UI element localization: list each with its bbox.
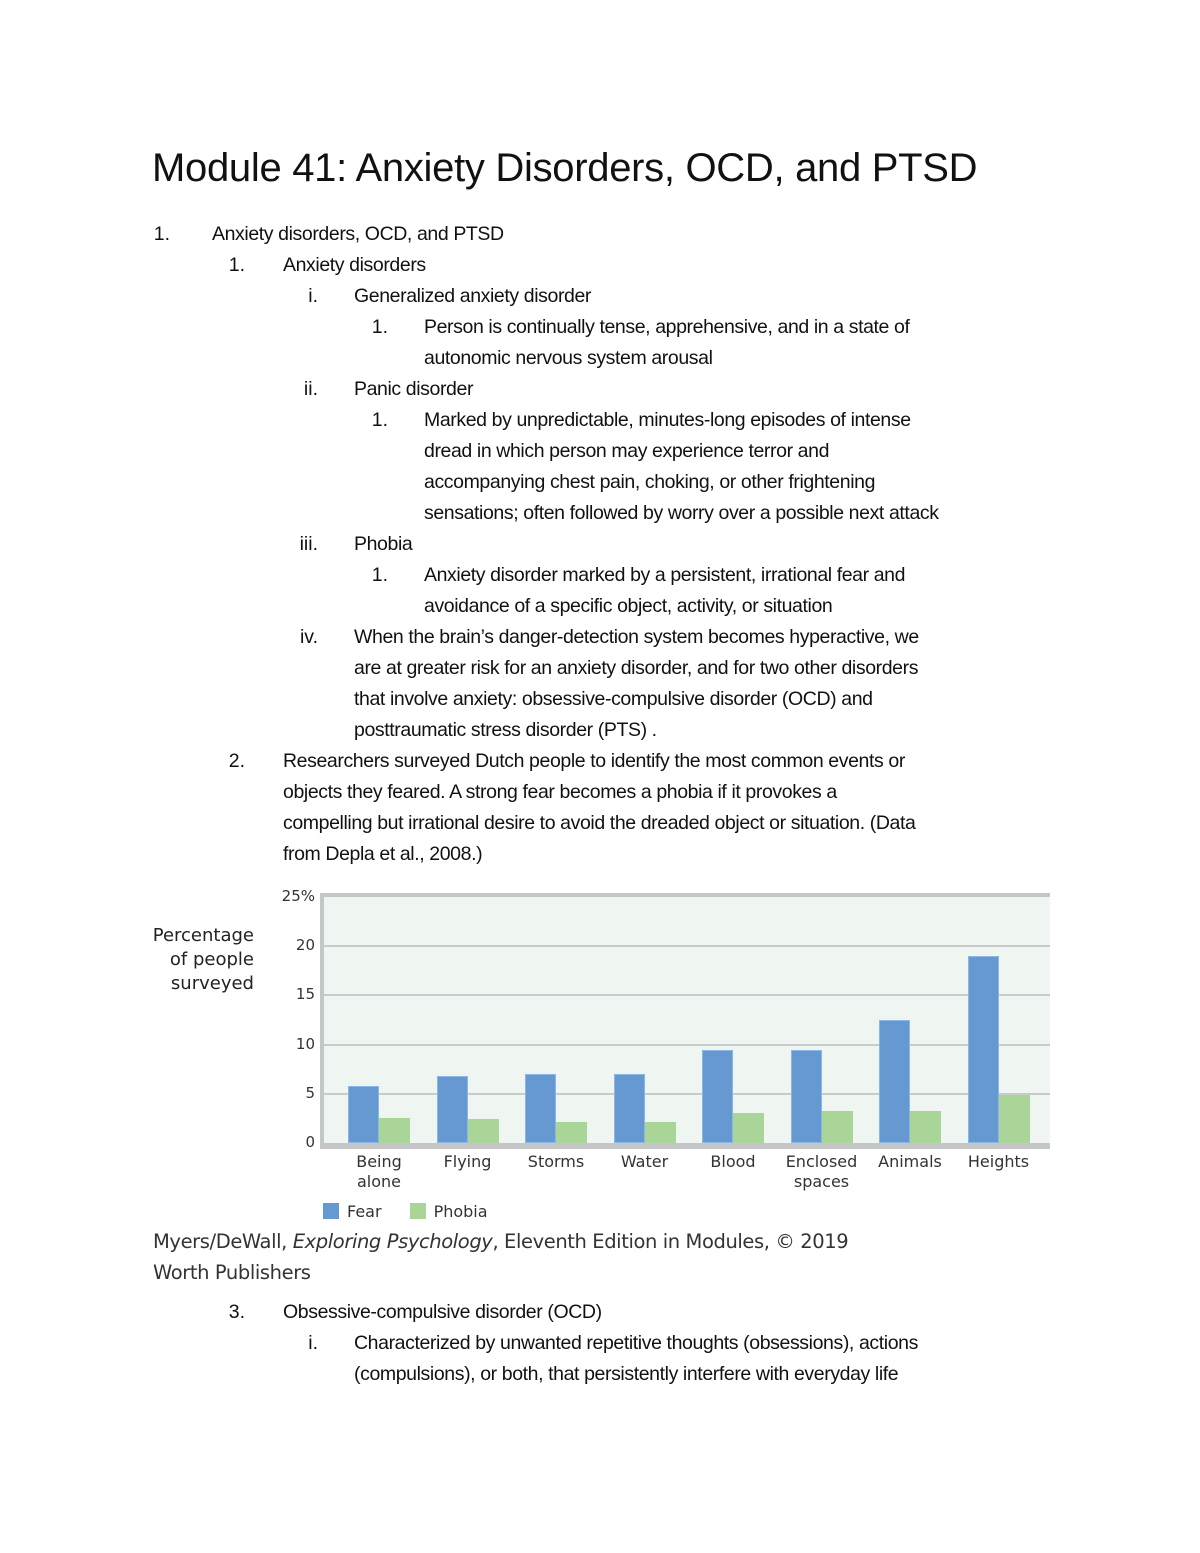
list-marker: 1. — [371, 316, 388, 338]
bar-phobia — [733, 1113, 764, 1144]
list-marker: 1. — [228, 254, 245, 276]
legend-label: Phobia — [433, 1202, 488, 1221]
list-marker: 1. — [371, 564, 388, 586]
x-tick-label — [600, 1152, 690, 1172]
legend-item-phobia — [410, 1202, 488, 1221]
x-tick-label-line: spaces — [793, 1172, 850, 1191]
bar-fear — [348, 1086, 379, 1143]
list-item-text: accompanying chest pain, choking, or other frightening — [424, 471, 876, 493]
x-tick-label-line: Enclosed — [785, 1152, 858, 1171]
list-item-text: sensations; often followed by worry over a possible next attack — [424, 502, 939, 524]
y-axis-label — [140, 924, 254, 996]
list-marker: iv. — [299, 626, 318, 648]
x-tick-label — [777, 1152, 867, 1192]
plot-area — [320, 893, 1050, 1149]
list-item-text: Phobia — [354, 533, 413, 555]
y-tick-label: 5 — [305, 1083, 315, 1102]
y-tick-label: 20 — [295, 936, 315, 955]
list-item-text: When the brain’s danger-detection system becomes hyperactive, we — [354, 626, 919, 648]
gridline — [324, 945, 1050, 947]
list-marker: 2. — [228, 750, 245, 772]
y-axis-label-line: Percentage — [152, 925, 254, 946]
list-marker: ii. — [303, 378, 318, 400]
list-item-text: autonomic nervous system arousal — [424, 347, 713, 369]
x-tick-label — [423, 1152, 513, 1172]
legend-item-fear — [323, 1202, 382, 1221]
x-tick-label — [688, 1152, 778, 1172]
bar-phobia — [822, 1111, 853, 1143]
bar-fear — [791, 1050, 822, 1143]
x-tick-label-line: Water — [620, 1152, 669, 1171]
x-tick-label — [511, 1152, 601, 1172]
bar-chart — [140, 880, 1070, 1220]
bar-phobia — [645, 1122, 676, 1143]
caption-authors: Myers/DeWall, — [153, 1230, 293, 1253]
list-item-text: are at greater risk for an anxiety disorder, and for two other disorders — [354, 657, 919, 679]
list-marker: 1. — [153, 223, 170, 245]
bar-fear — [437, 1076, 468, 1143]
caption-publisher: Worth Publishers — [153, 1261, 311, 1284]
caption-edition: , Eleventh Edition in Modules, © 2019 — [492, 1230, 849, 1253]
caption-book-title: Exploring Psychology — [292, 1230, 493, 1253]
list-item-text: Anxiety disorders — [283, 254, 426, 276]
y-axis-label-line: surveyed — [170, 973, 254, 994]
bar-phobia — [999, 1095, 1030, 1143]
list-item-text: Marked by unpredictable, minutes-long episodes of intense — [424, 409, 911, 431]
list-item-text: from Depla et al., 2008.) — [283, 843, 483, 865]
list-item-text: posttraumatic stress disorder (PTS) . — [354, 719, 657, 741]
list-item-text: Anxiety disorder marked by a persistent, irrational fear and — [424, 564, 906, 586]
x-tick-label — [334, 1152, 424, 1192]
list-marker: iii. — [299, 533, 318, 555]
bar-fear — [525, 1074, 556, 1143]
list-item-text: Obsessive-compulsive disorder (OCD) — [283, 1301, 602, 1323]
list-item-text: Generalized anxiety disorder — [354, 285, 592, 307]
bar-phobia — [468, 1119, 499, 1143]
list-item-text: avoidance of a specific object, activity, or situation — [424, 595, 833, 617]
y-tick-label: 0 — [305, 1133, 315, 1151]
x-tick-label-line: Being — [356, 1152, 402, 1171]
list-item-text: compelling but irrational desire to avoid the dreaded object or situation. (Data — [283, 812, 916, 834]
bar-fear — [879, 1020, 910, 1143]
bar-fear — [702, 1050, 733, 1143]
legend-swatch — [323, 1203, 339, 1219]
list-marker: 1. — [371, 409, 388, 431]
list-marker: i. — [308, 285, 318, 307]
figure-caption — [153, 1226, 848, 1288]
bar-phobia — [910, 1111, 941, 1143]
list-item-text: Person is continually tense, apprehensive, and in a state of — [424, 316, 910, 338]
bar-fear — [968, 956, 999, 1143]
x-tick-label-line: Blood — [710, 1152, 756, 1171]
list-marker: i. — [308, 1332, 318, 1354]
list-item-text: dread in which person may experience terror and — [424, 440, 830, 462]
x-tick-label-line: Heights — [967, 1152, 1030, 1171]
list-item-text: objects they feared. A strong fear becomes a phobia if it provokes a — [283, 781, 837, 803]
x-tick-label — [954, 1152, 1044, 1172]
gridline — [324, 994, 1050, 996]
chart-legend — [323, 1202, 516, 1221]
x-tick-label-line: Storms — [527, 1152, 585, 1171]
bar-fear — [614, 1074, 645, 1143]
y-tick-label: 15 — [295, 985, 315, 1004]
list-marker: 3. — [228, 1301, 245, 1323]
bar-phobia — [379, 1118, 410, 1143]
gridline — [324, 1044, 1050, 1046]
list-item-text: that involve anxiety: obsessive-compulsive disorder (OCD) and — [354, 688, 873, 710]
list-item-text: Characterized by unwanted repetitive thoughts (obsessions), actions — [354, 1332, 918, 1354]
page-title: Module 41: Anxiety Disorders, OCD, and PTSD — [152, 146, 978, 190]
y-axis-label-line: of people — [169, 949, 254, 970]
legend-label: Fear — [347, 1202, 382, 1221]
x-tick-label — [865, 1152, 955, 1172]
list-item-text: Panic disorder — [354, 378, 474, 400]
legend-swatch — [410, 1203, 426, 1219]
list-item-text: Researchers surveyed Dutch people to identify the most common events or — [283, 750, 905, 772]
y-tick-label: 10 — [295, 1034, 315, 1053]
x-tick-label-line: alone — [356, 1172, 402, 1191]
y-tick-label: 25% — [281, 887, 315, 905]
x-tick-label-line: Flying — [443, 1152, 492, 1171]
list-item-text: (compulsions), or both, that persistently interfere with everyday life — [354, 1363, 899, 1385]
x-tick-label-line: Animals — [878, 1152, 942, 1171]
bar-phobia — [556, 1122, 587, 1143]
gridline — [324, 1093, 1050, 1095]
list-item-text: Anxiety disorders, OCD, and PTSD — [212, 223, 504, 245]
